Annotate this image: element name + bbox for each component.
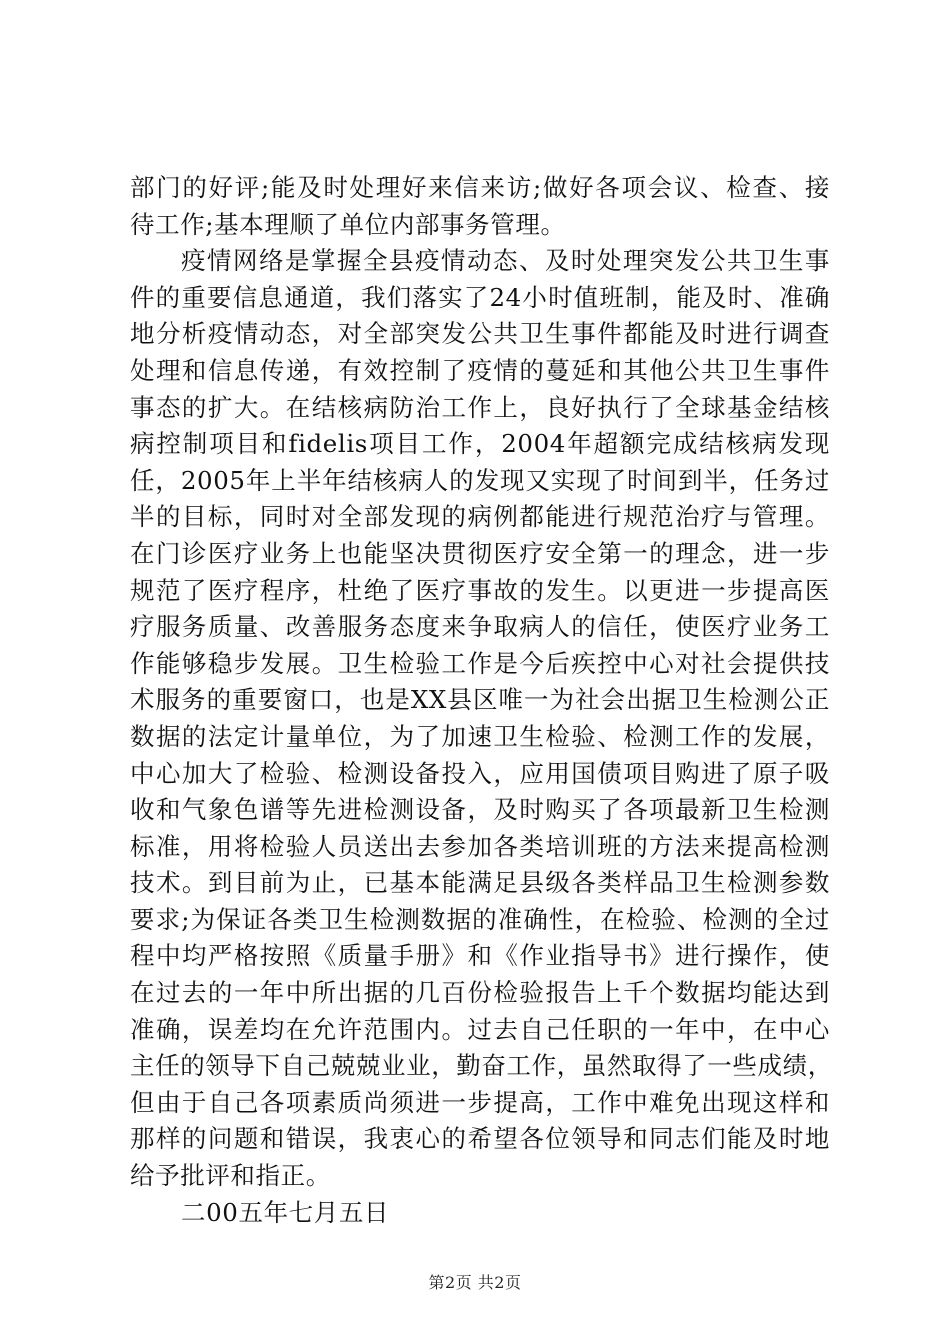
text-line: 收和气象色谱等先进检测设备，及时购买了各项最新卫生检测: [130, 795, 830, 825]
text-line: 要求;为保证各类卫生检测数据的准确性，在检验、检测的全过: [130, 904, 830, 934]
text-line: 件的重要信息通道，我们落实了24小时值班制，能及时、准确: [130, 282, 830, 312]
text-line: 但由于自己各项素质尚须进一步提高，工作中难免出现这样和: [130, 1087, 830, 1117]
text-line: 主任的领导下自己兢兢业业，勤奋工作，虽然取得了一些成绩，: [130, 1051, 833, 1081]
text-line: 在过去的一年中所出据的几百份检验报告上千个数据均能达到: [130, 978, 830, 1008]
text-line: 地分析疫情动态，对全部突发公共卫生事件都能及时进行调查: [130, 319, 830, 349]
text-line: 处理和信息传递，有效控制了疫情的蔓延和其他公共卫生事件: [130, 355, 830, 385]
text-line: 中心加大了检验、检测设备投入，应用国债项目购进了原子吸: [130, 758, 830, 788]
paragraph-first-line: 疫情网络是掌握全县疫情动态、及时处理突发公共卫生事: [181, 246, 830, 276]
page-number-footer: 第2页 共2页: [428, 1273, 522, 1292]
date-line: 二00五年七月五日: [181, 1197, 390, 1227]
document-body: [130, 170, 833, 1231]
text-line: 那样的问题和错误，我衷心的希望各位领导和同志们能及时地: [130, 1124, 830, 1154]
text-line: 半的目标，同时对全部发现的病例都能进行规范治疗与管理。: [130, 502, 830, 532]
text-line: 部门的好评;能及时处理好来信来访;做好各项会议、检查、接: [130, 173, 830, 202]
text-line: 疗服务质量、改善服务态度来争取病人的信任，使医疗业务工: [130, 612, 830, 642]
text-line: 技术。到目前为止，已基本能满足县级各类样品卫生检测参数: [130, 868, 830, 898]
text-line: 待工作;基本理顺了单位内部事务管理。: [130, 209, 566, 239]
text-line: 作能够稳步发展。卫生检验工作是今后疾控中心对社会提供技: [130, 648, 830, 678]
text-line: 病控制项目和fidelis项目工作，2004年超额完成结核病发现: [130, 429, 830, 459]
text-line: 标准，用将检验人员送出去参加各类培训班的方法来提高检测: [130, 831, 830, 861]
text-line: 规范了医疗程序，杜绝了医疗事故的发生。以更进一步提高医: [130, 575, 830, 605]
text-line: 数据的法定计量单位，为了加速卫生检验、检测工作的发展，: [130, 721, 830, 751]
text-line: 程中均严格按照《质量手册》和《作业指导书》进行操作，使: [130, 941, 830, 971]
text-line: 准确，误差均在允许范围内。过去自己任职的一年中，在中心: [130, 1014, 830, 1044]
text-line: 任，2005年上半年结核病人的发现又实现了时间到半，任务过: [130, 465, 830, 495]
text-line: 事态的扩大。在结核病防治工作上，良好执行了全球基金结核: [130, 392, 830, 422]
text-line: 术服务的重要窗口，也是XX县区唯一为社会出据卫生检测公正: [130, 685, 830, 715]
text-line: 在门诊医疗业务上也能坚决贯彻医疗安全第一的理念，进一步: [130, 538, 830, 568]
text-line: 给予批评和指正。: [130, 1161, 331, 1191]
